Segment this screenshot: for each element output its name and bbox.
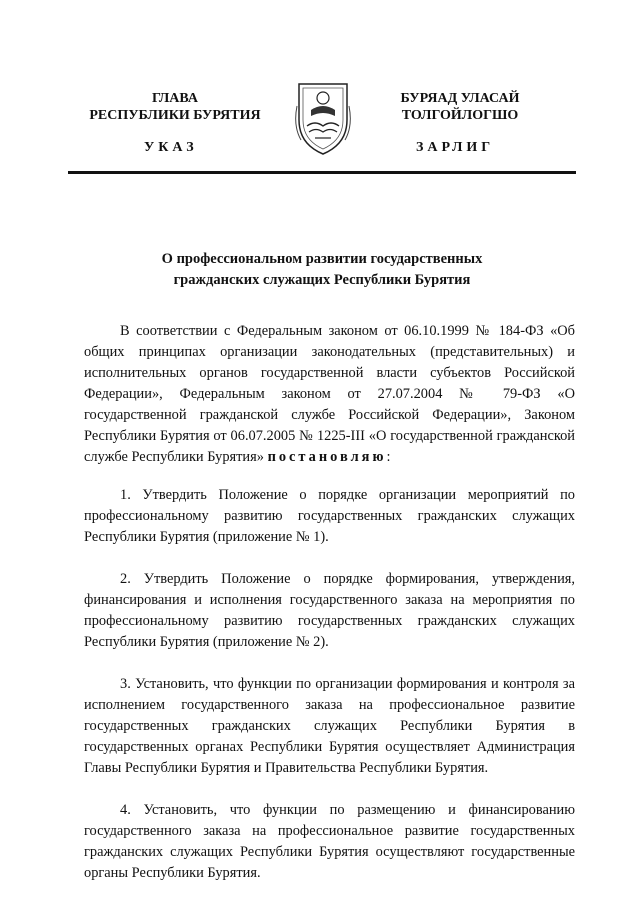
preamble-paragraph — [84, 321, 575, 468]
header-right-line2: ТОЛГОЙЛОГШО — [401, 108, 519, 123]
coat-of-arms-icon — [293, 76, 353, 158]
header-left-block — [80, 90, 270, 124]
zarlig-label: ЗАРЛИГ — [416, 140, 495, 155]
header-left-line1: ГЛАВА — [152, 91, 198, 106]
decree-word: постановляю — [267, 449, 387, 465]
header-right-block — [370, 90, 550, 124]
header-right-line1: БУРЯАД УЛАСАЙ — [400, 91, 520, 106]
document-body — [84, 321, 575, 905]
ukaz-label: УКАЗ — [144, 140, 198, 155]
document-title — [90, 249, 554, 291]
list-item: 2. Утвердить Положение о порядке формирования, утверждения, финансирования и исполнения государственного заказа на мероприятия по профессиональному развитию государственных гражданских служащих Республики Бурятия (приложение № 2). — [84, 571, 575, 650]
decree-colon: : — [386, 449, 391, 465]
document-title-line2: гражданских служащих Республики Бурятия — [173, 272, 471, 288]
header-left-line2: РЕСПУБЛИКИ БУРЯТИЯ — [89, 108, 261, 123]
header-divider — [68, 171, 576, 174]
document-title-line1: О профессиональном развитии государственных — [161, 251, 483, 267]
list-item: 1. Утвердить Положение о порядке организации мероприятий по профессиональному развитию государственных гражданских служащих Республики Бурятия (приложение № 1). — [84, 487, 575, 545]
list-item: 4. Установить, что функции по размещению и финансированию государственного заказа на профессиональное развитие государственных гражданских служащих Республики Бурятия осуществляют государственные органы Республики Бурятия. — [84, 802, 575, 881]
list-item: 3. Установить, что функции по организации формирования и контроля за исполнением государственного заказа на профессиональное развитие государственных гражданских служащих Республики Бурятия в государственных органах Республики Бурятия осуществляет Администрация Главы Республики Бурятия и Правительства Республики Бурятия. — [84, 676, 575, 776]
preamble-text: В соответствии с Федеральным законом от 06.10.1999 № 184-ФЗ «Об общих принципах организации законодательных (представительных) и исполнительных органов государственной власти субъектов Российской Федерации», Федеральным законом от 27.07.2004 № 79-ФЗ «О государственной гражданской службе Российской Федерации», Законом Республики Бурятия от 06.07.2005 № 1225-III «О государственной гражданской службе Республики Бурятия» — [84, 323, 575, 465]
